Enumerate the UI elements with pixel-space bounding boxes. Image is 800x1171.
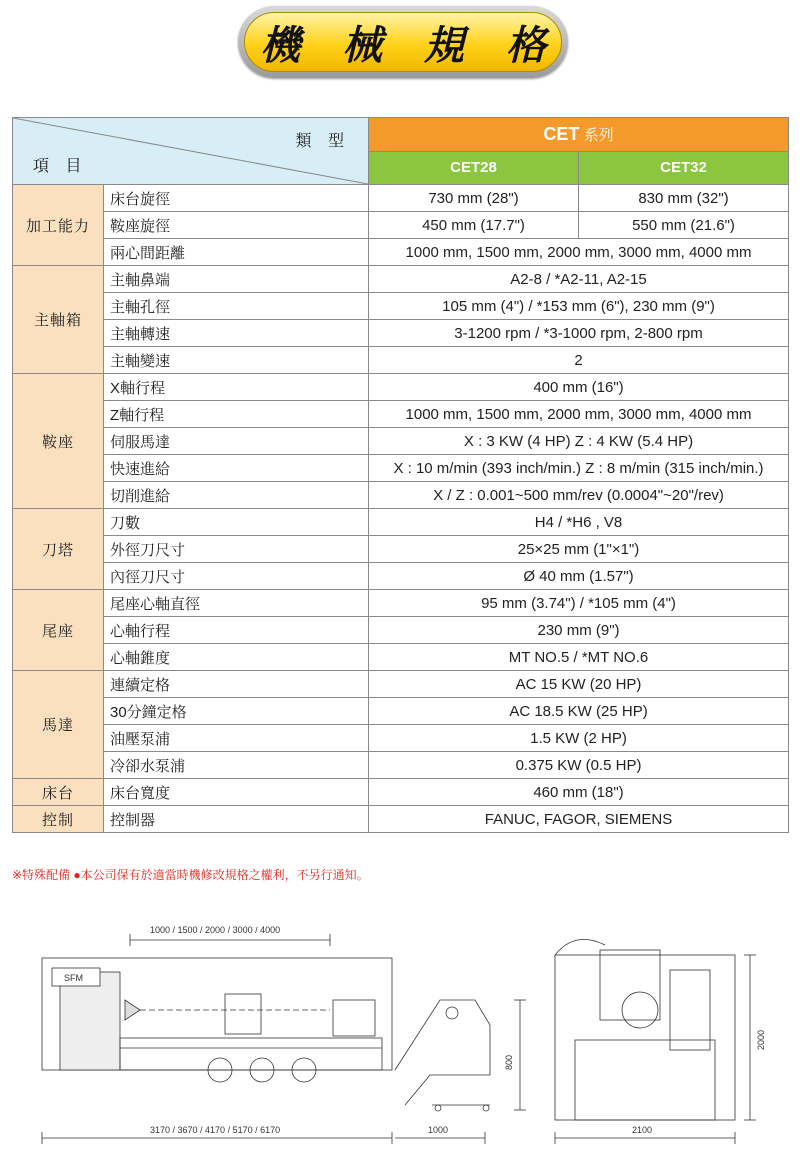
spec-value-cell: X : 10 m/min (393 inch/min.) Z : 8 m/min (315 inch/min.)	[369, 455, 789, 482]
spec-item-cell: 伺服馬達	[104, 428, 369, 455]
table-row	[13, 401, 789, 428]
spec-value-cell: 450 mm (17.7")	[369, 212, 579, 239]
spec-value-cell: 2	[369, 347, 789, 374]
spec-value-cell: 550 mm (21.6")	[579, 212, 789, 239]
category-cell: 馬達	[13, 671, 104, 779]
spec-value-cell: 830 mm (32")	[579, 185, 789, 212]
table-row	[13, 185, 789, 212]
table-row	[13, 320, 789, 347]
table-row	[13, 752, 789, 779]
dim-machine-depth: 2100	[632, 1125, 653, 1135]
turret	[225, 994, 261, 1034]
spec-item-cell: 鞍座旋徑	[104, 212, 369, 239]
spec-value-cell: A2-8 / *A2-11, A2-15	[369, 266, 789, 293]
spec-value-cell: 1000 mm, 1500 mm, 2000 mm, 3000 mm, 4000 mm	[369, 239, 789, 266]
table-row	[13, 293, 789, 320]
spec-value-cell: MT NO.5 / *MT NO.6	[369, 644, 789, 671]
spec-value-cell: 730 mm (28")	[369, 185, 579, 212]
table-row	[13, 536, 789, 563]
category-cell: 刀塔	[13, 509, 104, 590]
table-header-corner	[13, 118, 369, 185]
table-row	[13, 671, 789, 698]
dim-machine-height: 2000	[756, 1029, 766, 1050]
table-row	[13, 563, 789, 590]
table-row	[13, 779, 789, 806]
chip-conveyor	[395, 1000, 490, 1105]
spec-table	[12, 117, 789, 833]
spec-item-cell: 連續定格	[104, 671, 369, 698]
table-row	[13, 266, 789, 293]
spec-value-cell: 25×25 mm (1"×1")	[369, 536, 789, 563]
table-row	[13, 428, 789, 455]
category-cell: 鞍座	[13, 374, 104, 509]
spec-item-cell: 切削進給	[104, 482, 369, 509]
spec-item-cell: 油壓泵浦	[104, 725, 369, 752]
side-view-frame	[555, 955, 735, 1120]
spec-item-cell: 心軸行程	[104, 617, 369, 644]
category-cell: 加工能力	[13, 185, 104, 266]
category-cell: 主軸箱	[13, 266, 104, 374]
spec-value-cell: 400 mm (16")	[369, 374, 789, 401]
table-row	[13, 590, 789, 617]
spec-item-cell: 主軸變速	[104, 347, 369, 374]
category-cell: 尾座	[13, 590, 104, 671]
table-row	[13, 725, 789, 752]
model-header-cet28: CET28	[369, 151, 579, 185]
machine-dimension-drawing	[0, 900, 800, 1171]
spec-item-cell: 主軸轉速	[104, 320, 369, 347]
spec-value-cell: 230 mm (9")	[369, 617, 789, 644]
spec-item-cell: X軸行程	[104, 374, 369, 401]
spec-value-cell: X : 3 KW (4 HP) Z : 4 KW (5.4 HP)	[369, 428, 789, 455]
table-row	[13, 239, 789, 266]
spec-value-cell: 95 mm (3.74") / *105 mm (4")	[369, 590, 789, 617]
footnote: ※特殊配備 ●本公司保有於適當時機修改規格之權利，不另行通知。	[12, 868, 369, 882]
dim-conveyor-height: 800	[504, 1054, 514, 1070]
spec-value-cell: 1000 mm, 1500 mm, 2000 mm, 3000 mm, 4000 mm	[369, 401, 789, 428]
spec-value-cell: 105 mm (4") / *153 mm (6"), 230 mm (9")	[369, 293, 789, 320]
spec-item-cell: 尾座心軸直徑	[104, 590, 369, 617]
spec-value-cell: Ø 40 mm (1.57")	[369, 563, 789, 590]
spec-item-cell: 內徑刀尺寸	[104, 563, 369, 590]
page-title: 機 械 規 格	[260, 22, 560, 69]
table-row	[13, 347, 789, 374]
brand-logo: SFM	[64, 973, 83, 983]
table-row	[13, 698, 789, 725]
dim-conveyor-length: 1000	[428, 1125, 449, 1135]
chuck	[125, 1000, 140, 1020]
table-row	[13, 644, 789, 671]
model-header-cet32: CET32	[579, 151, 789, 185]
table-row	[13, 617, 789, 644]
spec-item-cell: 主軸孔徑	[104, 293, 369, 320]
spec-item-cell: 外徑刀尺寸	[104, 536, 369, 563]
dim-center-distance: 1000 / 1500 / 2000 / 3000 / 4000	[150, 925, 281, 935]
dim-overall-length: 3170 / 3670 / 4170 / 5170 / 6170	[150, 1125, 281, 1135]
header-item-label: 項 目	[33, 158, 88, 175]
table-row	[13, 374, 789, 401]
table-row	[13, 806, 789, 833]
spec-item-cell: 主軸鼻端	[104, 266, 369, 293]
category-cell: 控制	[13, 806, 104, 833]
spec-value-cell: 3-1200 rpm / *3-1000 rpm, 2-800 rpm	[369, 320, 789, 347]
spec-item-cell: 刀數	[104, 509, 369, 536]
spec-value-cell: 0.375 KW (0.5 HP)	[369, 752, 789, 779]
spec-value-cell: FANUC, FAGOR, SIEMENS	[369, 806, 789, 833]
spec-value-cell: AC 18.5 KW (25 HP)	[369, 698, 789, 725]
spec-item-cell: 床台旋徑	[104, 185, 369, 212]
category-cell: 床台	[13, 779, 104, 806]
side-view-spindle	[622, 992, 658, 1028]
tailstock	[333, 1000, 375, 1036]
spec-item-cell: 心軸錐度	[104, 644, 369, 671]
spec-value-cell: 1.5 KW (2 HP)	[369, 725, 789, 752]
spec-item-cell: 控制器	[104, 806, 369, 833]
spec-item-cell: 30分鐘定格	[104, 698, 369, 725]
spec-value-cell: 460 mm (18")	[369, 779, 789, 806]
spec-value-cell: X / Z : 0.001~500 mm/rev (0.0004"~20"/rev)	[369, 482, 789, 509]
page-title-badge	[238, 6, 568, 78]
conveyor-motor	[446, 1007, 458, 1019]
spec-value-cell: H4 / *H6 , V8	[369, 509, 789, 536]
headstock	[60, 972, 120, 1070]
table-row	[13, 455, 789, 482]
spec-item-cell: 兩心間距離	[104, 239, 369, 266]
spec-item-cell: 冷卻水泵浦	[104, 752, 369, 779]
table-row	[13, 482, 789, 509]
table-row	[13, 212, 789, 239]
spec-item-cell: 床台寬度	[104, 779, 369, 806]
spec-value-cell: AC 15 KW (20 HP)	[369, 671, 789, 698]
series-header: CET 系列	[369, 118, 789, 152]
header-type-label: 類 型	[295, 133, 350, 150]
spec-item-cell: 快速進給	[104, 455, 369, 482]
spec-item-cell: Z軸行程	[104, 401, 369, 428]
table-row	[13, 509, 789, 536]
